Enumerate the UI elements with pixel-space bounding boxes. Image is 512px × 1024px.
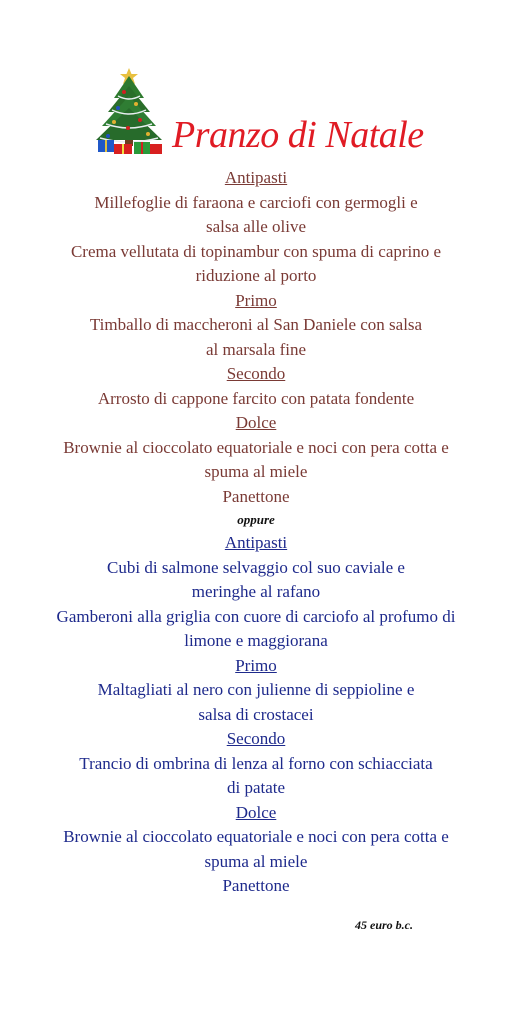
menu-line: spuma al miele (204, 462, 308, 481)
menu-line: salsa di crostacei (198, 704, 314, 724)
menu-option-1 (0, 166, 512, 509)
section-heading-secondo: Secondo (226, 364, 286, 383)
header (0, 66, 512, 166)
menu-line: salsa alle olive (205, 217, 307, 236)
section-heading-primo: Primo (235, 655, 277, 675)
section-heading-antipasti: Antipasti (224, 533, 288, 552)
menu-line: di patate (226, 778, 286, 797)
menu (0, 166, 512, 899)
menu-line: Arrosto di cappone farcito con patata fondente (97, 388, 415, 408)
menu-line: Trancio di ombrina di lenza al forno con schiacciata (79, 753, 433, 773)
menu-line: riduzione al porto (195, 266, 317, 285)
section-heading-primo: Primo (235, 290, 277, 310)
menu-line: limone e maggiorana (184, 631, 328, 650)
section-heading-antipasti: Antipasti (224, 168, 288, 187)
christmas-tree-icon (84, 66, 174, 156)
page-title: Pranzo di Natale (172, 114, 424, 156)
menu-line: Panettone (222, 876, 290, 895)
section-heading-dolce: Dolce (235, 802, 277, 822)
menu-line: Timballo di maccheroni al San Daniele con salsa (89, 315, 423, 334)
menu-line: spuma al miele (204, 851, 308, 871)
menu-option-2 (0, 531, 512, 899)
menu-line: Panettone (222, 486, 290, 506)
separator-oppure: oppure (237, 512, 275, 527)
menu-line: al marsala fine (205, 339, 307, 359)
menu-line: Millefoglie di faraona e carciofi con germogli e (94, 192, 418, 212)
menu-line: Brownie al cioccolato equatoriale e noci con pera cotta e (63, 437, 449, 457)
price-label: 45 euro b.c. (355, 918, 413, 932)
menu-line: Cubi di salmone selvaggio col suo caviale e (107, 557, 405, 577)
menu-line: Gamberoni alla griglia con cuore di carciofo al profumo di (56, 606, 456, 626)
menu-line: meringhe al rafano (191, 582, 321, 601)
menu-line: Brownie al cioccolato equatoriale e noci con pera cotta e (63, 827, 449, 846)
section-heading-dolce: Dolce (235, 413, 277, 432)
section-heading-secondo: Secondo (226, 729, 286, 748)
menu-line: Crema vellutata di topinambur con spuma di caprino e (70, 241, 442, 261)
menu-line: Maltagliati al nero con julienne di seppioline e (97, 680, 415, 699)
